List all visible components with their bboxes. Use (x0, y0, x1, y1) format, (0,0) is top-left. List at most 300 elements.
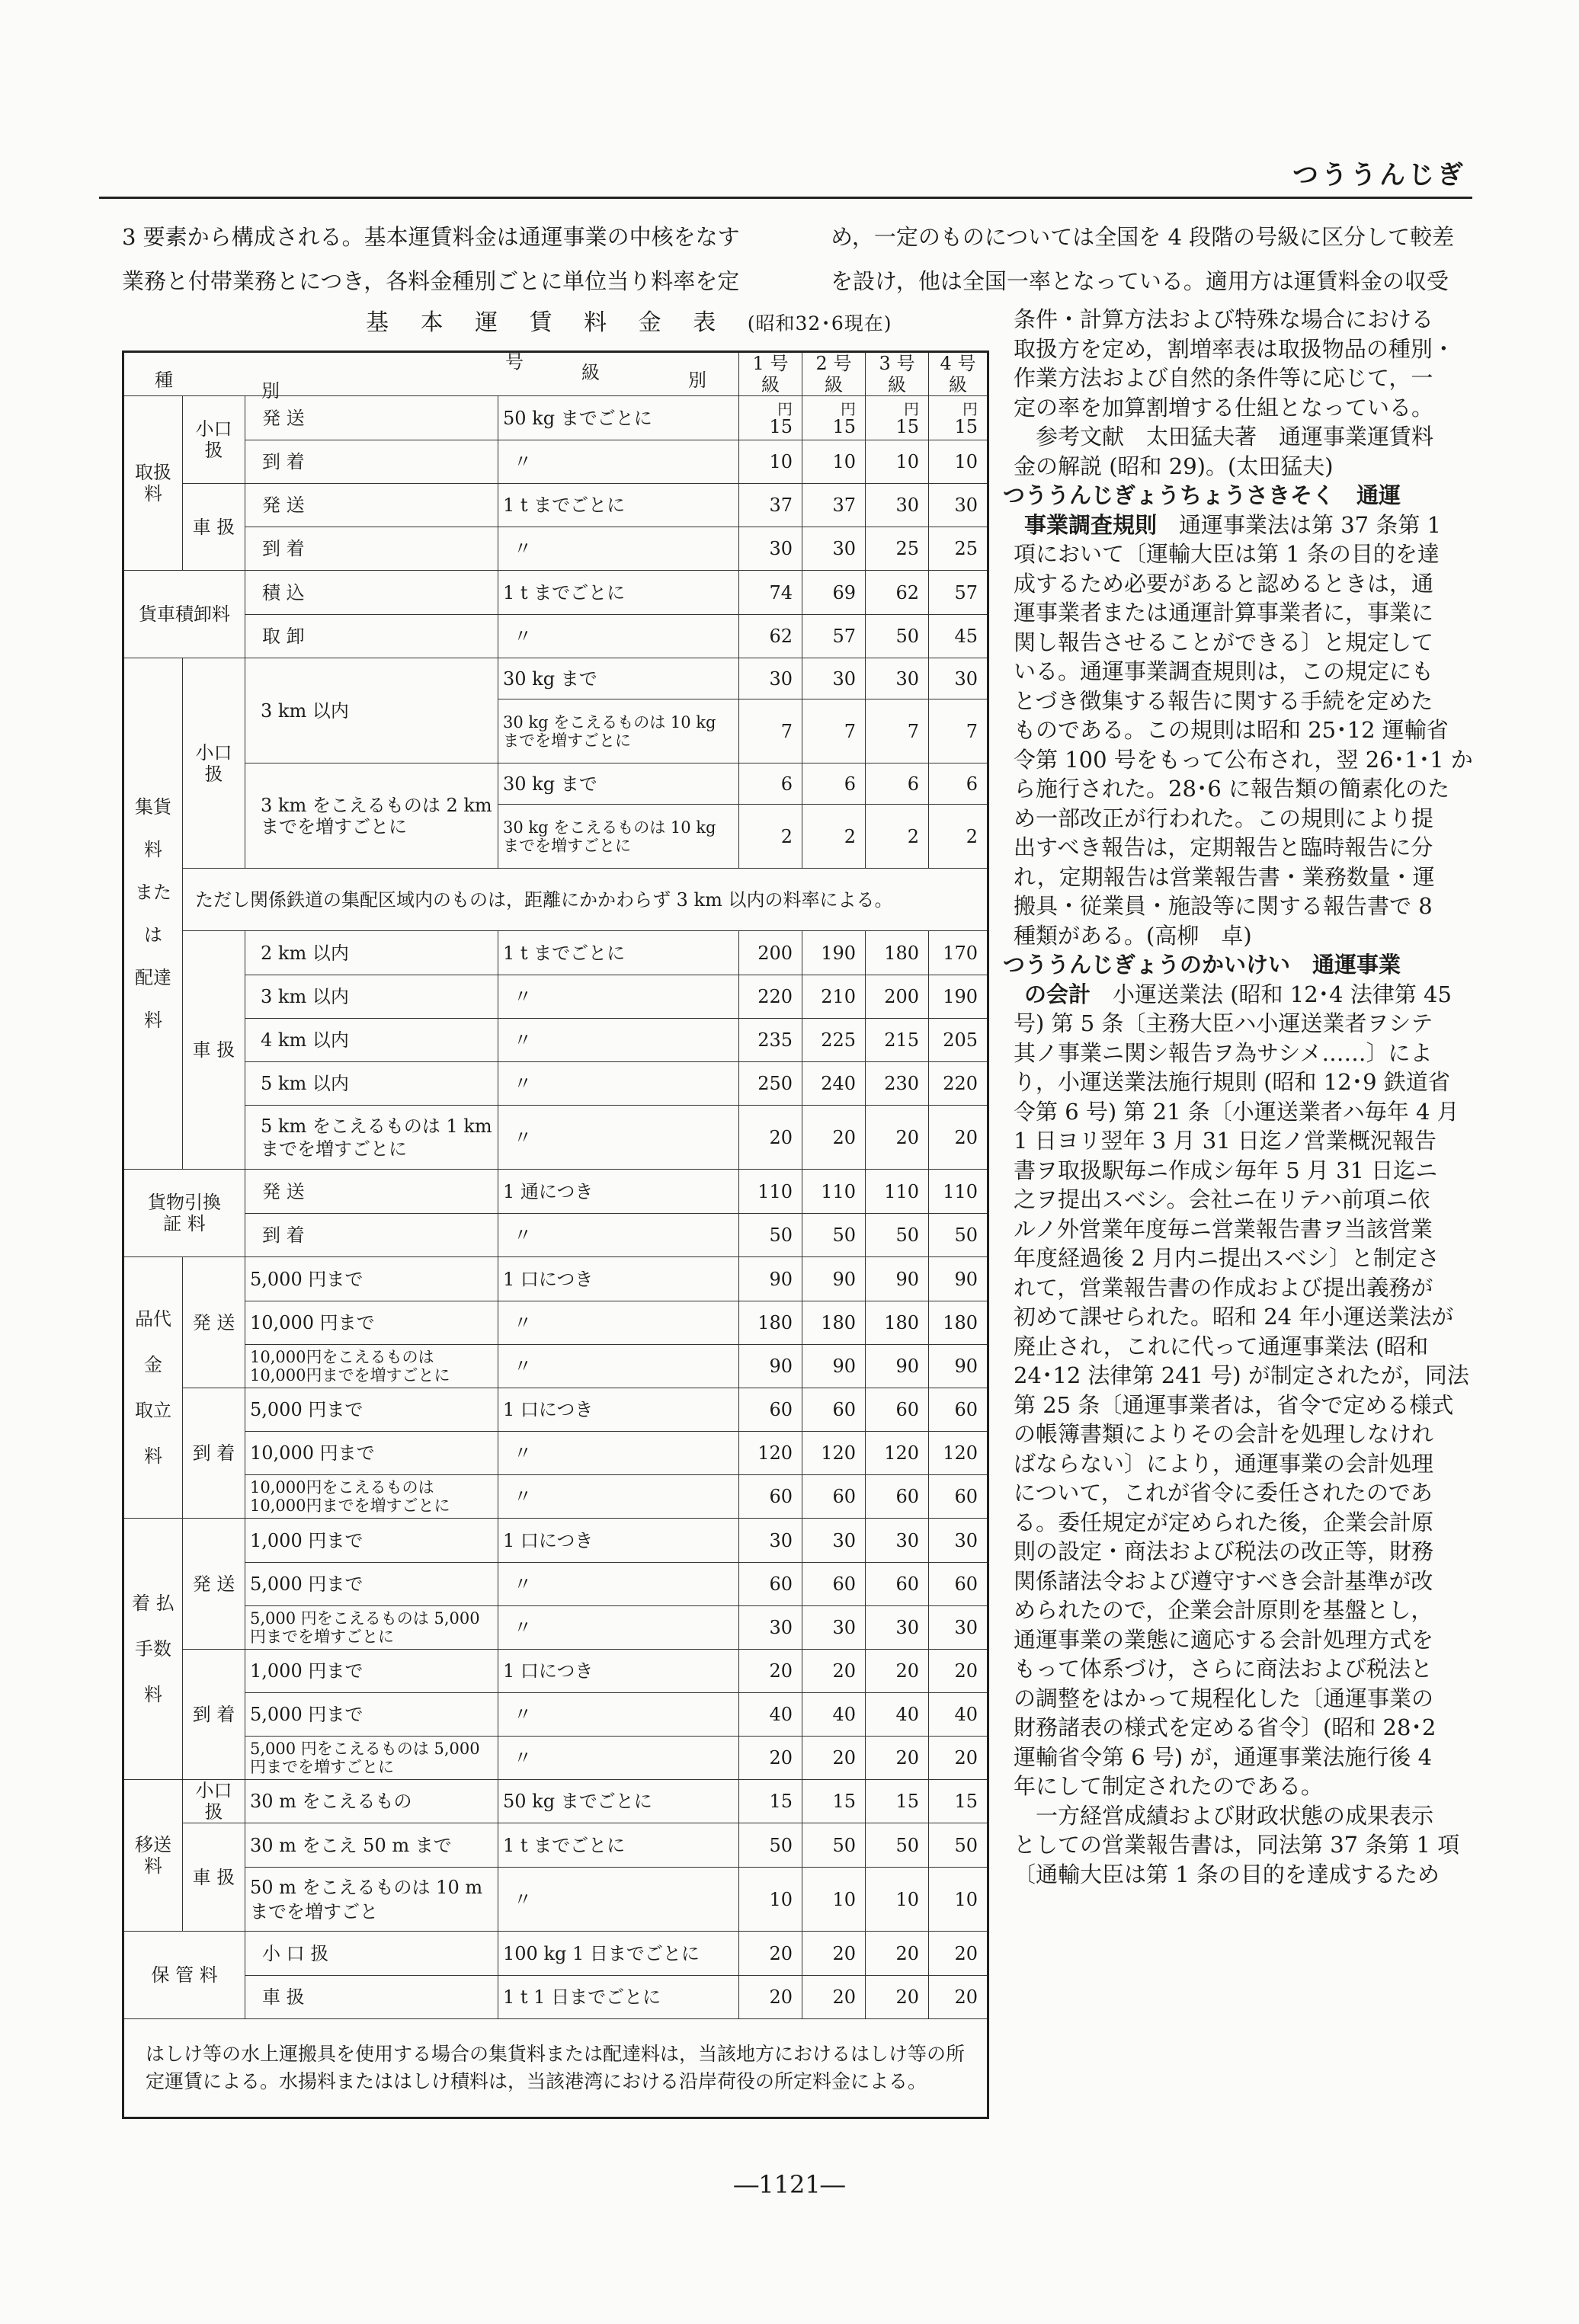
table-title-note: (昭和32･6現在) (747, 312, 892, 335)
rate-cell (866, 396, 929, 440)
text-line: められたので，企業会計原則を基盤とし， (1014, 1597, 1433, 1623)
right-column-text (1003, 305, 1473, 1889)
rate-cell: 180 (802, 1301, 866, 1345)
rate-cell: 50 (929, 1214, 988, 1257)
rate-cell: 30 (739, 1519, 802, 1563)
amount-label: 1,000 円まで (245, 1519, 498, 1563)
unit-cell: 1 t までごとに (498, 571, 739, 615)
rate-cell: 10 (929, 1868, 988, 1932)
table-row (123, 1106, 988, 1170)
table-row (123, 869, 988, 931)
rate-cell: 20 (802, 1106, 866, 1170)
table-row (123, 1170, 988, 1214)
distance-label: 3 km 以内 (245, 975, 498, 1019)
text-line (1014, 980, 1471, 1010)
rate-cell: 110 (802, 1170, 866, 1214)
table-row (123, 571, 988, 615)
text-line: の調整をはかって規程化した〔通運事業の (1014, 1685, 1434, 1711)
header-rule (99, 197, 1472, 199)
text-line: 定の率を加算割増する仕組となっている。 (1014, 394, 1434, 421)
rate-cell: 10 (739, 440, 802, 484)
distance-label: 5 km 以内 (245, 1062, 498, 1106)
rate-cell: 210 (802, 975, 866, 1019)
rate-cell: 180 (866, 1301, 929, 1345)
intro-text-left (122, 215, 777, 303)
table-row (123, 1693, 988, 1737)
text-line: 初めて課せられた。昭和 24 年小運送業法が (1014, 1304, 1454, 1330)
rate-cell: 200 (866, 975, 929, 1019)
table-title (366, 303, 892, 337)
rate-value: 15 (895, 415, 919, 437)
rate-cell: 110 (739, 1170, 802, 1214)
unit-cell: 50 kg までごとに (498, 396, 739, 440)
rate-cell: 120 (802, 1432, 866, 1475)
text-line: 運輸省令第 6 号) が，通運事業法施行後 4 (1014, 1743, 1433, 1770)
text-line: 財務諸表の様式を定める省令〕(昭和 28･2 (1014, 1714, 1436, 1740)
rate-cell: 60 (802, 1475, 866, 1519)
text-line: れて，営業報告書の作成および提出義務が (1014, 1274, 1433, 1301)
rate-cell (802, 396, 866, 440)
sub-koguchi: 小口扱 (183, 396, 245, 484)
rate-cell: 235 (739, 1019, 802, 1062)
op-tsumikomi (245, 571, 498, 615)
unit-cell: 1 t 1 日までごとに (498, 1976, 739, 2019)
rate-cell: 25 (929, 527, 988, 571)
rate-cell: 20 (929, 1106, 988, 1170)
rate-cell: 60 (866, 1388, 929, 1432)
text-line: 一方経営成績および財政状態の成果表示 (1014, 1802, 1434, 1829)
unit-cell: 30 kg まで (498, 658, 739, 699)
category-shuka-line: または (135, 882, 171, 946)
rate-cell: 7 (929, 699, 988, 763)
header-betsu-right: 別 (688, 370, 706, 391)
text-line: もって体系づけ，さらに商法および税法と (1014, 1656, 1433, 1682)
distance-label: 30 m をこえるもの (245, 1780, 498, 1823)
text-line: 書ヲ取扱駅毎ニ作成シ毎年 5 月 31 日迄ニ (1014, 1157, 1438, 1183)
text-line: 関係諸法令および遵守すべき会計基準が改 (1014, 1567, 1433, 1594)
distance-label: 50 m をこえるものは 10 m までを増すごと (245, 1868, 498, 1932)
rate-cell: 60 (866, 1475, 929, 1519)
rate-cell: 230 (866, 1062, 929, 1106)
dir-hasso-label: 発 送 (262, 407, 305, 429)
rate-cell: 20 (739, 1106, 802, 1170)
category-isou: 移送料 (123, 1780, 183, 1932)
sub-koguchi: 小口扱 (183, 658, 245, 869)
unit-cell: 1 t までごとに (498, 931, 739, 975)
text-line: 成するため必要があると認めるときは，通 (1014, 570, 1434, 597)
rate-cell: 50 (802, 1214, 866, 1257)
dir-tochaku (245, 440, 498, 484)
header-category-cell (123, 351, 739, 402)
text-line: としての営業報告書は，同法第 37 条第 1 項 (1014, 1832, 1460, 1858)
rate-cell (739, 396, 802, 440)
entry-headword-cont: の会計 (1024, 981, 1091, 1007)
unit-cell: 1 t までごとに (498, 1823, 739, 1868)
text-line-cont: 小運送業法 (昭和 12･4 法律第 45 (1091, 981, 1452, 1007)
table-row (123, 440, 988, 484)
table-row (123, 1214, 988, 1257)
table-row (123, 1606, 988, 1650)
rate-cell: 30 (739, 1606, 802, 1650)
op-toroshi-label: 取 卸 (262, 626, 305, 647)
category-chakubarai-line: 着 払 (132, 1593, 175, 1614)
dir-tochaku: 到 着 (183, 1650, 245, 1780)
amount-label: 5,000 円まで (245, 1257, 498, 1301)
dir-hasso (245, 396, 498, 440)
category-dainai-line: 品代金 (135, 1308, 171, 1375)
rate-cell: 60 (739, 1475, 802, 1519)
text-line: 24･12 法律第 241 号) が制定されたが，同法 (1014, 1362, 1469, 1388)
amount-label: 10,000円をこえるものは 10,000円までを増すごとに (245, 1345, 498, 1388)
table-row (123, 2019, 988, 2118)
text-line: の帳簿書類によりその会計を処理しなけれ (1014, 1421, 1434, 1447)
rate-cell: 62 (866, 571, 929, 615)
category-shuka-line: 集貨料 (135, 796, 171, 860)
rate-cell: 30 (866, 658, 929, 699)
amount-label: 5,000 円をこえるものは 5,000 円までを増すごとに (245, 1737, 498, 1780)
dir-hasso (245, 1170, 498, 1214)
rate-cell: 20 (929, 1650, 988, 1693)
rate-cell: 20 (802, 1976, 866, 2019)
table-row (123, 615, 988, 658)
rate-cell: 120 (929, 1432, 988, 1475)
distance-label: 3 km 以内 (245, 658, 498, 763)
hokan-sha-label: 車 扱 (262, 1986, 305, 2008)
rate-cell: 10 (739, 1868, 802, 1932)
rate-cell: 220 (929, 1062, 988, 1106)
table-row (123, 1563, 988, 1606)
rate-cell: 60 (802, 1388, 866, 1432)
rate-cell: 120 (739, 1432, 802, 1475)
table-row (123, 1650, 988, 1693)
rate-cell: 60 (739, 1388, 802, 1432)
rate-cell: 30 (739, 658, 802, 699)
op-toroshi (245, 615, 498, 658)
table-row (123, 1737, 988, 1780)
unit-cell: 〃 (498, 1062, 739, 1106)
dir-hasso-label: 発 送 (262, 495, 305, 516)
unit-cell: 〃 (498, 1301, 739, 1345)
unit-cell: 〃 (498, 1563, 739, 1606)
rate-cell: 20 (739, 1650, 802, 1693)
rate-cell: 60 (929, 1563, 988, 1606)
rate-cell: 2 (802, 805, 866, 869)
unit-cell: 〃 (498, 1475, 739, 1519)
rate-cell: 250 (739, 1062, 802, 1106)
shuka-note: ただし関係鉄道の集配区域内のものは，距離にかかわらず 3 km 以内の料率による。 (183, 869, 988, 931)
rate-cell: 90 (802, 1345, 866, 1388)
rate-cell: 220 (739, 975, 802, 1019)
rate-cell: 30 (802, 1519, 866, 1563)
table-row (123, 1475, 988, 1519)
entry-headword: つううんじぎょうのかいけい 通運事業 (1003, 952, 1401, 978)
rate-cell: 50 (929, 1823, 988, 1868)
rate-cell: 6 (802, 763, 866, 805)
rate-cell: 10 (802, 440, 866, 484)
yen-mark: 円 (841, 399, 856, 418)
rate-cell: 10 (866, 1868, 929, 1932)
unit-cell: 1 通につき (498, 1170, 739, 1214)
rate-value: 15 (832, 415, 856, 437)
running-head: つううんじぎ (1292, 160, 1466, 190)
category-shuka (123, 658, 183, 1170)
rate-cell: 20 (929, 1932, 988, 1976)
dir-tochaku: 到 着 (183, 1388, 245, 1519)
rate-cell: 20 (929, 1737, 988, 1780)
text-line: 取扱方を定め，割増率表は取扱物品の種別・ (1014, 335, 1455, 362)
unit-cell: 〃 (498, 1106, 739, 1170)
rate-cell: 15 (802, 1780, 866, 1823)
rate-cell: 60 (929, 1388, 988, 1432)
dir-hasso-label: 発 送 (262, 1180, 305, 1202)
unit-cell: 〃 (498, 615, 739, 658)
rate-cell: 7 (802, 699, 866, 763)
rate-cell: 62 (739, 615, 802, 658)
rate-cell: 7 (866, 699, 929, 763)
unit-cell: 50 kg までごとに (498, 1780, 739, 1823)
dir-tochaku-label: 到 着 (262, 451, 305, 472)
table-row (123, 1345, 988, 1388)
table-row (123, 1432, 988, 1475)
text-line (1014, 511, 1471, 540)
table-row (123, 1780, 988, 1823)
table-row (123, 396, 988, 440)
distance-label: 5 km をこえるものは 1 km までを増すごとに (245, 1106, 498, 1170)
text-line: れ，定期報告は営業報告書・業務数量・運 (1014, 863, 1435, 890)
rate-cell: 60 (739, 1563, 802, 1606)
rate-cell: 205 (929, 1019, 988, 1062)
rate-cell: 110 (929, 1170, 988, 1214)
text-line: 通運事業の業態に適応する会計処理方式を (1014, 1626, 1434, 1653)
hokan-koguchi (245, 1932, 498, 1976)
unit-cell: 〃 (498, 975, 739, 1019)
table-row (123, 1388, 988, 1432)
unit-cell: 1 t までごとに (498, 484, 739, 527)
rate-value: 15 (954, 415, 978, 437)
rate-cell: 190 (802, 931, 866, 975)
unit-cell: 1 口につき (498, 1257, 739, 1301)
rate-cell: 60 (866, 1563, 929, 1606)
table-row (123, 1301, 988, 1345)
text-line: 作業方法および自然的条件等に応じて，一 (1014, 365, 1433, 391)
rate-cell: 74 (739, 571, 802, 615)
table-row (123, 1932, 988, 1976)
text-line: とづき徴集する報告に関する手続を定めた (1014, 687, 1433, 714)
rate-cell: 30 (866, 484, 929, 527)
rate-cell: 30 (866, 1519, 929, 1563)
text-line: る。委任規定が定められた後，企業会計原 (1014, 1509, 1434, 1535)
header-kyu: 級 (581, 362, 600, 383)
text-line: 則の設定・商法および税法の改正等，財務 (1014, 1538, 1434, 1564)
rate-cell: 37 (802, 484, 866, 527)
text-line: 其ノ事業ニ関シ報告ヲ為サシメ……〕によ (1014, 1039, 1433, 1066)
distance-label: 2 km 以内 (245, 931, 498, 975)
header-shu: 種 (155, 370, 173, 391)
unit-cell: 1 口につき (498, 1519, 739, 1563)
rate-cell: 10 (802, 1868, 866, 1932)
grade-header: 4 号級 (929, 352, 988, 396)
rate-cell: 225 (802, 1019, 866, 1062)
op-tsumikomi-label: 積 込 (262, 581, 305, 603)
text-line: 金の解説 (昭和 29)。(太田猛夫) (1014, 453, 1334, 479)
distance-label: 4 km 以内 (245, 1019, 498, 1062)
text-line: ら施行された。28･6 に報告類の簡素化のた (1014, 776, 1450, 802)
rate-cell: 30 (929, 484, 988, 527)
page-number: ―1121― (734, 2170, 845, 2199)
entry-headword-cont: 事業調査規則 (1024, 511, 1158, 538)
header-betsu-left: 別 (261, 380, 280, 402)
text-line: ものである。この規則は昭和 25･12 運輸省 (1014, 717, 1449, 743)
intro-right-line: め，一定のものについては全国を 4 段階の号級に区分して較差 (831, 224, 1455, 250)
rate-cell: 90 (929, 1345, 988, 1388)
text-line: め一部改正が行われた。この規則により提 (1014, 805, 1434, 831)
unit-cell: 30 kg をこえるものは 10 kg までを増すごとに (498, 805, 739, 869)
rate-cell: 60 (802, 1563, 866, 1606)
yen-mark: 円 (777, 399, 793, 418)
unit-cell: 30 kg まで (498, 763, 739, 805)
rate-cell: 30 (929, 1519, 988, 1563)
intro-left-line: 業務と付帯業務とにつき，各料金種別ごとに単位当り料率を定 (122, 268, 740, 294)
rate-cell: 30 (802, 1606, 866, 1650)
rate-cell: 69 (802, 571, 866, 615)
dir-tochaku-label: 到 着 (262, 1224, 305, 1246)
rate-cell: 7 (739, 699, 802, 763)
dir-hasso (245, 484, 498, 527)
unit-cell: 30 kg をこえるものは 10 kg までを増すごとに (498, 699, 739, 763)
rate-cell: 2 (929, 805, 988, 869)
sub-koguchi: 小口扱 (183, 1780, 245, 1823)
rate-cell: 20 (866, 1106, 929, 1170)
text-line: 種類がある。(高柳 卓) (1014, 922, 1252, 949)
dir-hasso: 発 送 (183, 1519, 245, 1650)
text-line: り，小運送業法施行規則 (昭和 12･9 鉄道省 (1014, 1069, 1450, 1095)
rate-cell: 20 (866, 1650, 929, 1693)
category-chakubarai (123, 1519, 183, 1780)
basic-fare-table (122, 351, 989, 2119)
table-row (123, 1823, 988, 1868)
category-kasha: 貨車積卸料 (123, 571, 245, 658)
rate-cell: 37 (739, 484, 802, 527)
unit-cell: 〃 (498, 1606, 739, 1650)
rate-cell: 30 (929, 1606, 988, 1650)
rate-cell: 30 (802, 527, 866, 571)
rate-cell: 30 (866, 1606, 929, 1650)
amount-label: 10,000 円まで (245, 1301, 498, 1345)
rate-cell: 90 (929, 1257, 988, 1301)
text-line: 運事業者または通運計算事業者に，事業に (1014, 600, 1434, 626)
grade-header: 2 号級 (802, 352, 866, 396)
unit-cell: 〃 (498, 1693, 739, 1737)
hokan-koguchi-label: 小 口 扱 (262, 1942, 329, 1964)
rate-cell: 20 (802, 1737, 866, 1780)
rate-cell: 15 (929, 1780, 988, 1823)
rate-cell: 6 (866, 763, 929, 805)
category-hokan: 保 管 料 (123, 1932, 245, 2019)
rate-cell (929, 396, 988, 440)
rate-cell: 2 (866, 805, 929, 869)
sub-shaatsukai: 車 扱 (183, 484, 245, 571)
unit-cell: 〃 (498, 1214, 739, 1257)
grade-header: 1 号級 (739, 352, 802, 396)
sub-shaatsukai: 車 扱 (183, 931, 245, 1170)
sub-shaatsukai: 車 扱 (183, 1823, 245, 1932)
rate-cell: 20 (866, 1737, 929, 1780)
rate-cell: 50 (802, 1823, 866, 1868)
amount-label: 1,000 円まで (245, 1650, 498, 1693)
rate-cell: 215 (866, 1019, 929, 1062)
text-line: 関し報告させることができる〕と規定して (1014, 629, 1434, 655)
text-line: いる。通運事業調査規則は，この規定にも (1014, 658, 1434, 684)
header-go: 号 (505, 351, 524, 373)
dir-tochaku (245, 527, 498, 571)
table-row (123, 931, 988, 975)
yen-mark: 円 (904, 399, 919, 418)
rate-cell: 57 (802, 615, 866, 658)
rate-cell: 180 (739, 1301, 802, 1345)
rate-cell: 20 (866, 1976, 929, 2019)
rate-cell: 190 (929, 975, 988, 1019)
rate-cell: 40 (866, 1693, 929, 1737)
text-line: 搬具・従業員・施設等に関する報告書で 8 (1014, 893, 1433, 919)
unit-cell: 〃 (498, 1019, 739, 1062)
rate-cell: 40 (802, 1693, 866, 1737)
rate-cell: 20 (739, 1976, 802, 2019)
amount-label: 10,000 円まで (245, 1432, 498, 1475)
text-line: 廃止され，これに代って通運事業法 (昭和 (1014, 1333, 1429, 1359)
text-line: 年度経過後 2 月内ニ提出スベシ〕と制定さ (1014, 1245, 1440, 1271)
rate-cell: 20 (802, 1650, 866, 1693)
grade-header: 3 号級 (866, 352, 929, 396)
text-line: 令第 6 号) 第 21 条〔小運送業者ハ毎年 4 月 (1014, 1098, 1459, 1125)
category-dainai-line: 取立料 (135, 1400, 171, 1467)
rate-cell: 20 (802, 1932, 866, 1976)
rate-cell: 6 (739, 763, 802, 805)
rate-cell: 25 (866, 527, 929, 571)
table-row (123, 1019, 988, 1062)
rate-cell: 2 (739, 805, 802, 869)
rate-cell: 30 (739, 527, 802, 571)
rate-cell: 90 (802, 1257, 866, 1301)
text-line: 年にして制定されたのである。 (1014, 1773, 1324, 1799)
dir-hasso: 発 送 (183, 1257, 245, 1388)
table-row (123, 658, 988, 699)
rate-cell: 15 (866, 1780, 929, 1823)
rate-cell: 20 (866, 1932, 929, 1976)
category-shuka-line: 配達料 (135, 967, 171, 1031)
rate-cell: 50 (739, 1823, 802, 1868)
distance-label: 3 km をこえるものは 2 km までを増すごとに (245, 763, 498, 869)
rate-cell: 15 (739, 1780, 802, 1823)
hokan-sha (245, 1976, 498, 2019)
rate-cell: 90 (866, 1345, 929, 1388)
category-hikikae: 貨物引換証 料 (123, 1170, 245, 1257)
table-row (123, 1257, 988, 1301)
table-row (123, 484, 988, 527)
table-bottom-note: はしけ等の水上運搬具を使用する場合の集貨料または配達料は，当該地方におけるはしけ等の所定運賃による。水揚料またははしけ積料は，当該港湾における沿岸荷役の所定料金による。 (123, 2019, 988, 2118)
text-line: 第 25 条〔通運事業者は，省令で定める様式 (1014, 1391, 1454, 1418)
unit-cell: 1 口につき (498, 1388, 739, 1432)
unit-cell: 1 口につき (498, 1650, 739, 1693)
rate-cell: 200 (739, 931, 802, 975)
rate-value: 15 (769, 415, 793, 437)
unit-cell: 〃 (498, 1432, 739, 1475)
table-row (123, 763, 988, 805)
table-title-text: 基 本 運 賃 料 金 表 (366, 309, 729, 336)
dir-tochaku-label: 到 着 (262, 538, 305, 559)
rate-cell: 57 (929, 571, 988, 615)
table-header-row (123, 352, 988, 396)
category-dainai (123, 1257, 183, 1519)
